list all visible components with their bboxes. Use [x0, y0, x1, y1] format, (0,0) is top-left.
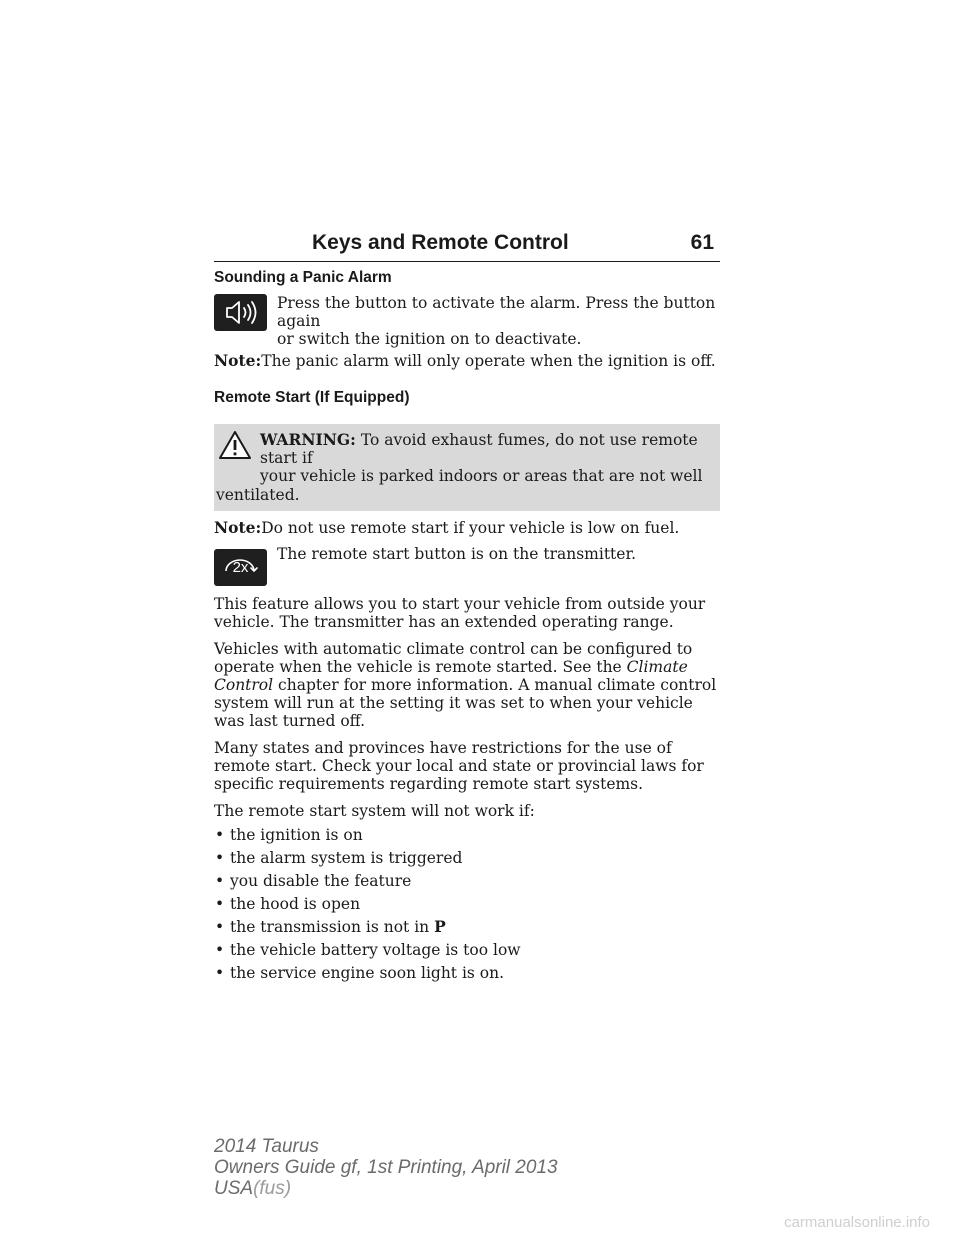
page-footer: 2014 Taurus Owners Guide gf, 1st Printing, April 2013 USA(fus)	[214, 1136, 558, 1199]
svg-text:2x: 2x	[232, 559, 249, 576]
not-work-list	[214, 826, 720, 982]
panic-row	[214, 292, 720, 348]
remote-start-heading: Remote Start (If Equipped)	[214, 389, 410, 406]
list-item: • you disable the feature	[215, 872, 412, 890]
list-item: • the ignition is on	[215, 826, 363, 844]
page-header	[214, 231, 720, 262]
speaker-sound-icon	[214, 294, 267, 331]
paragraph-laws: Many states and provinces have restrictions for the use of remote start. Check your local and state or provincial laws for specific requirements regarding remote start systems.	[214, 739, 704, 793]
warning-triangle-icon	[218, 430, 252, 460]
chapter-title: Keys and Remote Control	[312, 231, 569, 254]
paragraph-feature: This feature allows you to start your vehicle from outside your vehicle. The transmitter has an extended operating range.	[214, 595, 706, 631]
page-content	[214, 268, 720, 987]
list-item: • the vehicle battery voltage is too low	[215, 941, 521, 959]
panic-alarm-heading: Sounding a Panic Alarm	[214, 269, 392, 286]
remote-start-2x-icon	[214, 549, 267, 586]
warning-box: WARNING: To avoid exhaust fumes, do not use remote start if your vehicle is parked indoors or areas that are not well ventilated.	[214, 424, 720, 511]
list-item: • the transmission is not in P	[215, 917, 446, 936]
panic-note: Note:The panic alarm will only operate when the ignition is off.	[214, 351, 716, 370]
remote-start-note: Note:Do not use remote start if your vehicle is low on fuel.	[214, 518, 680, 537]
list-intro: The remote start system will not work if:	[214, 802, 535, 820]
warning-label: WARNING:	[260, 430, 356, 449]
panic-description: Press the button to activate the alarm. Press the button again or switch the ignition on to deactivate.	[277, 294, 716, 348]
list-item: • the service engine soon light is on.	[215, 964, 505, 982]
remote-start-button-row	[214, 545, 720, 591]
remote-start-button-text: The remote start button is on the transmitter.	[277, 545, 637, 563]
list-item: • the alarm system is triggered	[215, 849, 463, 867]
paragraph-climate: Vehicles with automatic climate control can be configured to operate when the vehicle is remote started. See the Climate Control chapter for more information. A manual climate control system will run at the setting it was set to when your vehicle was last turned off.	[214, 640, 717, 730]
list-item: • the hood is open	[215, 895, 361, 913]
watermark: carmanualsonline.info	[784, 1214, 930, 1231]
page-number: 61	[690, 231, 714, 254]
